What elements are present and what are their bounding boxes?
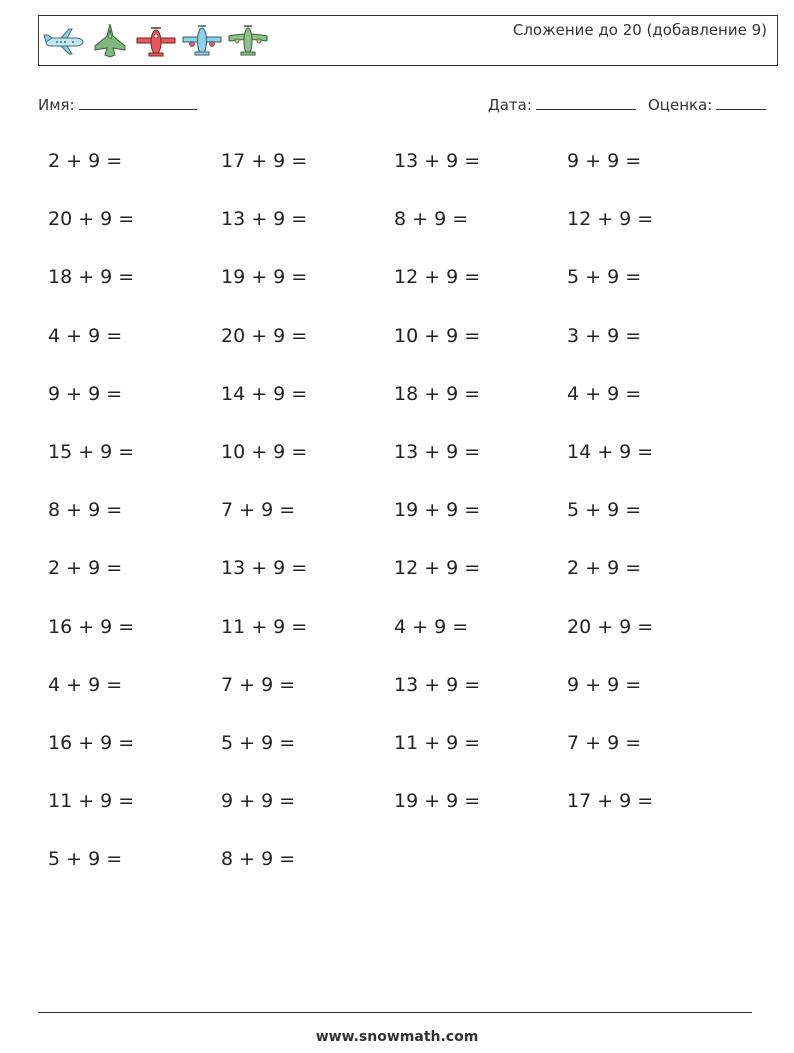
problem-item: 13 + 9 = xyxy=(394,673,481,696)
date-line[interactable] xyxy=(536,95,636,110)
problem-item: 20 + 9 = xyxy=(221,324,308,347)
problem-item: 17 + 9 = xyxy=(221,150,308,172)
name-field[interactable] xyxy=(38,95,197,114)
problem-item: 9 + 9 = xyxy=(567,150,642,172)
problem-item: 12 + 9 = xyxy=(394,266,481,289)
plane-icons xyxy=(43,22,269,60)
problem-item: 14 + 9 = xyxy=(567,440,654,463)
problem-item: 20 + 9 = xyxy=(567,615,654,638)
problem-item: 8 + 9 = xyxy=(221,848,296,871)
problem-item: 19 + 9 = xyxy=(221,266,308,289)
blue-propeller-plane-icon xyxy=(181,22,223,60)
problem-item: 5 + 9 = xyxy=(567,499,642,522)
problem-item: 17 + 9 = xyxy=(567,790,654,813)
problem-item: 4 + 9 = xyxy=(394,615,469,638)
problem-item: 7 + 9 = xyxy=(221,673,296,696)
problem-item: 14 + 9 = xyxy=(221,382,308,405)
worksheet-header xyxy=(38,15,778,66)
problem-item: 2 + 9 = xyxy=(48,150,123,172)
score-line[interactable] xyxy=(716,95,766,110)
problem-item: 18 + 9 = xyxy=(394,382,481,405)
problems-grid xyxy=(48,143,748,899)
page-title: Сложение до 20 (добавление 9) xyxy=(512,21,767,39)
problem-item: 19 + 9 = xyxy=(394,499,481,522)
problem-item: 16 + 9 = xyxy=(48,731,135,754)
date-field[interactable] xyxy=(488,95,636,114)
problem-item: 5 + 9 = xyxy=(48,848,123,871)
footer-website: www.snowmath.com xyxy=(315,1029,479,1045)
problem-item: 13 + 9 = xyxy=(394,150,481,172)
problem-item: 4 + 9 = xyxy=(48,324,123,347)
problem-item: 19 + 9 = xyxy=(394,790,481,813)
problem-item: 11 + 9 = xyxy=(394,731,481,754)
footer-divider xyxy=(38,1012,752,1013)
problem-item: 5 + 9 = xyxy=(567,266,642,289)
problem-item: 9 + 9 = xyxy=(221,790,296,813)
problem-item: 11 + 9 = xyxy=(221,615,308,638)
fighter-jet-icon xyxy=(89,22,131,60)
red-propeller-plane-icon xyxy=(135,22,177,60)
problem-item: 13 + 9 = xyxy=(221,208,308,231)
problem-item: 4 + 9 = xyxy=(48,673,123,696)
problem-item: 18 + 9 = xyxy=(48,266,135,289)
problem-item: 15 + 9 = xyxy=(48,440,135,463)
green-propeller-plane-icon xyxy=(227,22,269,60)
problem-item: 4 + 9 = xyxy=(567,382,642,405)
score-field[interactable] xyxy=(648,95,766,114)
date-label: Дата: xyxy=(488,96,532,114)
problem-item: 16 + 9 = xyxy=(48,615,135,638)
problem-item: 8 + 9 = xyxy=(48,499,123,522)
problem-item: 12 + 9 = xyxy=(567,208,654,231)
problem-item: 9 + 9 = xyxy=(567,673,642,696)
problem-item: 12 + 9 = xyxy=(394,557,481,580)
name-label: Имя: xyxy=(38,96,75,114)
score-label: Оценка: xyxy=(648,96,713,114)
problem-item: 13 + 9 = xyxy=(221,557,308,580)
problem-item: 20 + 9 = xyxy=(48,208,135,231)
problem-item: 10 + 9 = xyxy=(221,440,308,463)
problem-item: 7 + 9 = xyxy=(221,499,296,522)
problem-item: 3 + 9 = xyxy=(567,324,642,347)
problem-item: 8 + 9 = xyxy=(394,208,469,231)
problem-item: 13 + 9 = xyxy=(394,440,481,463)
problem-item: 2 + 9 = xyxy=(48,557,123,580)
airliner-icon xyxy=(43,22,85,60)
problem-item: 2 + 9 = xyxy=(567,557,642,580)
problem-item: 7 + 9 = xyxy=(567,731,642,754)
problem-item: 11 + 9 = xyxy=(48,790,135,813)
problem-item: 9 + 9 = xyxy=(48,382,123,405)
problem-item: 5 + 9 = xyxy=(221,731,296,754)
name-line[interactable] xyxy=(79,95,197,110)
problem-item: 10 + 9 = xyxy=(394,324,481,347)
